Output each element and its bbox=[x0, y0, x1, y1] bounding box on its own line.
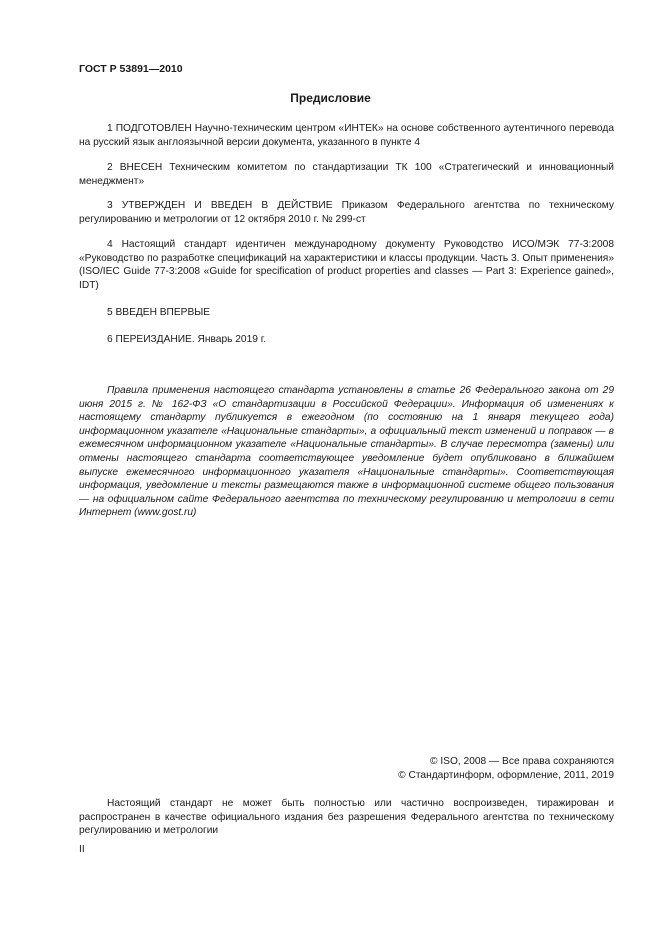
foreword-item-3: 3 УТВЕРЖДЕН И ВВЕДЕН В ДЕЙСТВИЕ Приказом Федерального агентства по техническому регулированию и метрологии от 12 октября 2010 г. № 299-ст bbox=[79, 200, 614, 225]
foreword-item-6: 6 ПЕРЕИЗДАНИЕ. Январь 2019 г. bbox=[107, 334, 267, 345]
reproduction-notice: Настоящий стандарт не может быть полностью или частично воспроизведен, тиражирован и распространен в качестве официального издания без разрешения Федерального агентства по техническому регулированию и метрологии bbox=[79, 798, 614, 837]
copyright-standartinform: © Стандартинформ, оформление, 2011, 2019 bbox=[398, 769, 614, 781]
foreword-item-1: 1 ПОДГОТОВЛЕН Научно-техническим центром «ИНТЕК» на основе собственного аутентичного перевода на русский язык англоязычной версии документа, указанного в пункте 4 bbox=[79, 123, 614, 148]
copyright-iso: © ISO, 2008 — Все права сохраняются bbox=[430, 756, 614, 767]
foreword-item-4: 4 Настоящий стандарт идентичен международному документу Руководство ИСО/МЭК 77-3:2008 «Руководство по разработке спецификаций на характеристики и классы продукции. Часть 3. Опыт применения» (ISO/IEC Guide 77-3:2008 «Guide for specification of product properties and classes — Part 3: Experience gained», IDT) bbox=[79, 239, 614, 291]
foreword-item-5: 5 ВВЕДЕН ВПЕРВЫЕ bbox=[107, 307, 211, 318]
foreword-item-2: 2 ВНЕСЕН Техническим комитетом по стандартизации ТК 100 «Стратегический и инновационный менеджмент» bbox=[79, 162, 614, 187]
page-number: II bbox=[79, 844, 85, 855]
copyright-block bbox=[398, 755, 614, 782]
document-code: ГОСТ Р 53891—2010 bbox=[79, 63, 183, 75]
application-rules-notice: Правила применения настоящего стандарта установлены в статье 26 Федерального закона от 29 июня 2015 г. № 162-ФЗ «О стандартизации в Российской Федерации». Информация об изменениях к настоящему стандарту публикуется в ежегодном (по состоянию на 1 января текущего года) информационном указателе «Национальные стандарты», а официальный текст изменений и поправок — в ежемесячном информационном указателе «Национальные стандарты». В случае пересмотра (замены) или отмены настоящего стандарта соответствующее уведомление будет опубликовано в ближайшем выпуске ежемесячного информационного указателя «Национальные стандарты». Соответствующая информация, уведомление и тексты размещаются также в информационной системе общего пользования — на официальном сайте Федерального агентства по техническому регулированию и метрологии в сети Интернет (www.gost.ru) bbox=[79, 385, 614, 519]
page-title: Предисловие bbox=[290, 91, 371, 105]
